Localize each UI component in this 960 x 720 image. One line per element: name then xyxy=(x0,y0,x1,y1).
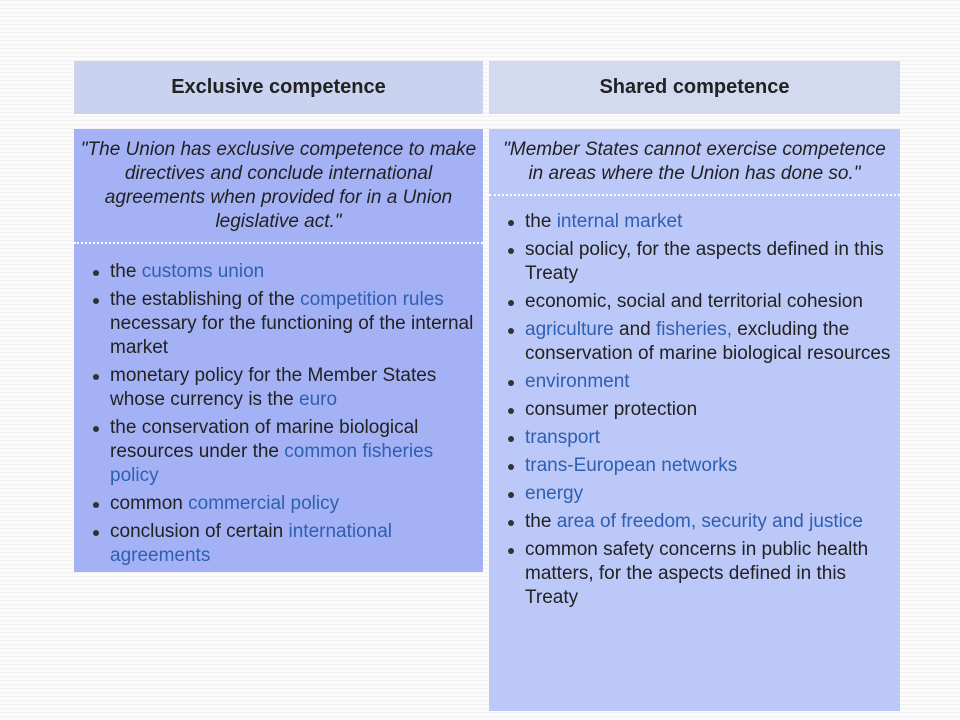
wiki-link[interactable]: fisheries, xyxy=(655,319,733,340)
list-item xyxy=(74,364,483,412)
list-item-text: excluding the conservation of marine biological resources xyxy=(525,319,891,364)
list-item xyxy=(489,370,900,394)
list-item xyxy=(489,318,900,366)
list-item xyxy=(489,210,900,234)
list-item-text: monetary policy for the Member States whose currency is the xyxy=(110,365,437,410)
list-item-text: the xyxy=(110,261,142,282)
list-item xyxy=(489,538,900,610)
list-item xyxy=(489,290,900,314)
list-item xyxy=(74,416,483,488)
shared-competence-box xyxy=(489,129,900,711)
list-item-text: and xyxy=(613,319,656,340)
wiki-link[interactable]: trans-European networks xyxy=(525,455,738,476)
list-item-text: conclusion of certain xyxy=(110,521,289,542)
list-item-text: necessary for the functioning of the internal market xyxy=(110,313,474,358)
wiki-link[interactable]: competition rules xyxy=(300,289,444,310)
wiki-link[interactable]: customs union xyxy=(141,261,265,282)
wiki-link[interactable]: energy xyxy=(525,483,584,504)
wiki-link[interactable]: agriculture xyxy=(525,319,614,340)
wiki-link[interactable]: transport xyxy=(525,427,600,448)
list-item xyxy=(489,238,900,286)
wiki-link[interactable]: commercial policy xyxy=(188,493,340,514)
shared-competence-quote: "Member States cannot exercise competence in areas where the Union has done so." xyxy=(503,139,886,184)
list-item xyxy=(74,260,483,284)
list-item xyxy=(74,520,483,568)
exclusive-competence-box xyxy=(74,129,483,572)
exclusive-competence-list xyxy=(74,244,483,568)
list-item xyxy=(489,398,900,422)
exclusive-competence-quote: "The Union has exclusive competence to make directives and conclude international agreements when provided for in a Union legislative act." xyxy=(80,139,477,232)
wiki-link[interactable]: area of freedom, security and justice xyxy=(556,511,863,532)
wiki-link[interactable]: common fisheries policy xyxy=(110,441,434,486)
list-item xyxy=(489,426,900,450)
list-item-text: the conservation of marine biological resources under the xyxy=(110,417,419,462)
list-item xyxy=(74,288,483,360)
list-item-text: the xyxy=(525,211,557,232)
exclusive-competence-heading: Exclusive competence xyxy=(74,61,483,114)
wiki-link[interactable]: euro xyxy=(299,389,338,410)
shared-competence-list xyxy=(489,196,900,610)
list-item xyxy=(489,454,900,478)
list-item-text: social policy, for the aspects defined in this Treaty xyxy=(525,239,884,284)
wiki-link[interactable]: internal market xyxy=(556,211,683,232)
list-item-text: common xyxy=(110,493,189,514)
wiki-link[interactable]: environment xyxy=(525,371,630,392)
list-item xyxy=(489,482,900,506)
list-item-text: economic, social and territorial cohesion xyxy=(525,291,863,312)
wiki-link[interactable]: international agreements xyxy=(110,521,393,566)
shared-competence-heading: Shared competence xyxy=(489,61,900,114)
list-item-text: common safety concerns in public health matters, for the aspects defined in this Treaty xyxy=(525,539,869,608)
list-item xyxy=(489,510,900,534)
list-item xyxy=(74,492,483,516)
list-item-text: the establishing of the xyxy=(110,289,301,310)
list-item-text: the xyxy=(525,511,557,532)
list-item-text: consumer protection xyxy=(525,399,698,420)
